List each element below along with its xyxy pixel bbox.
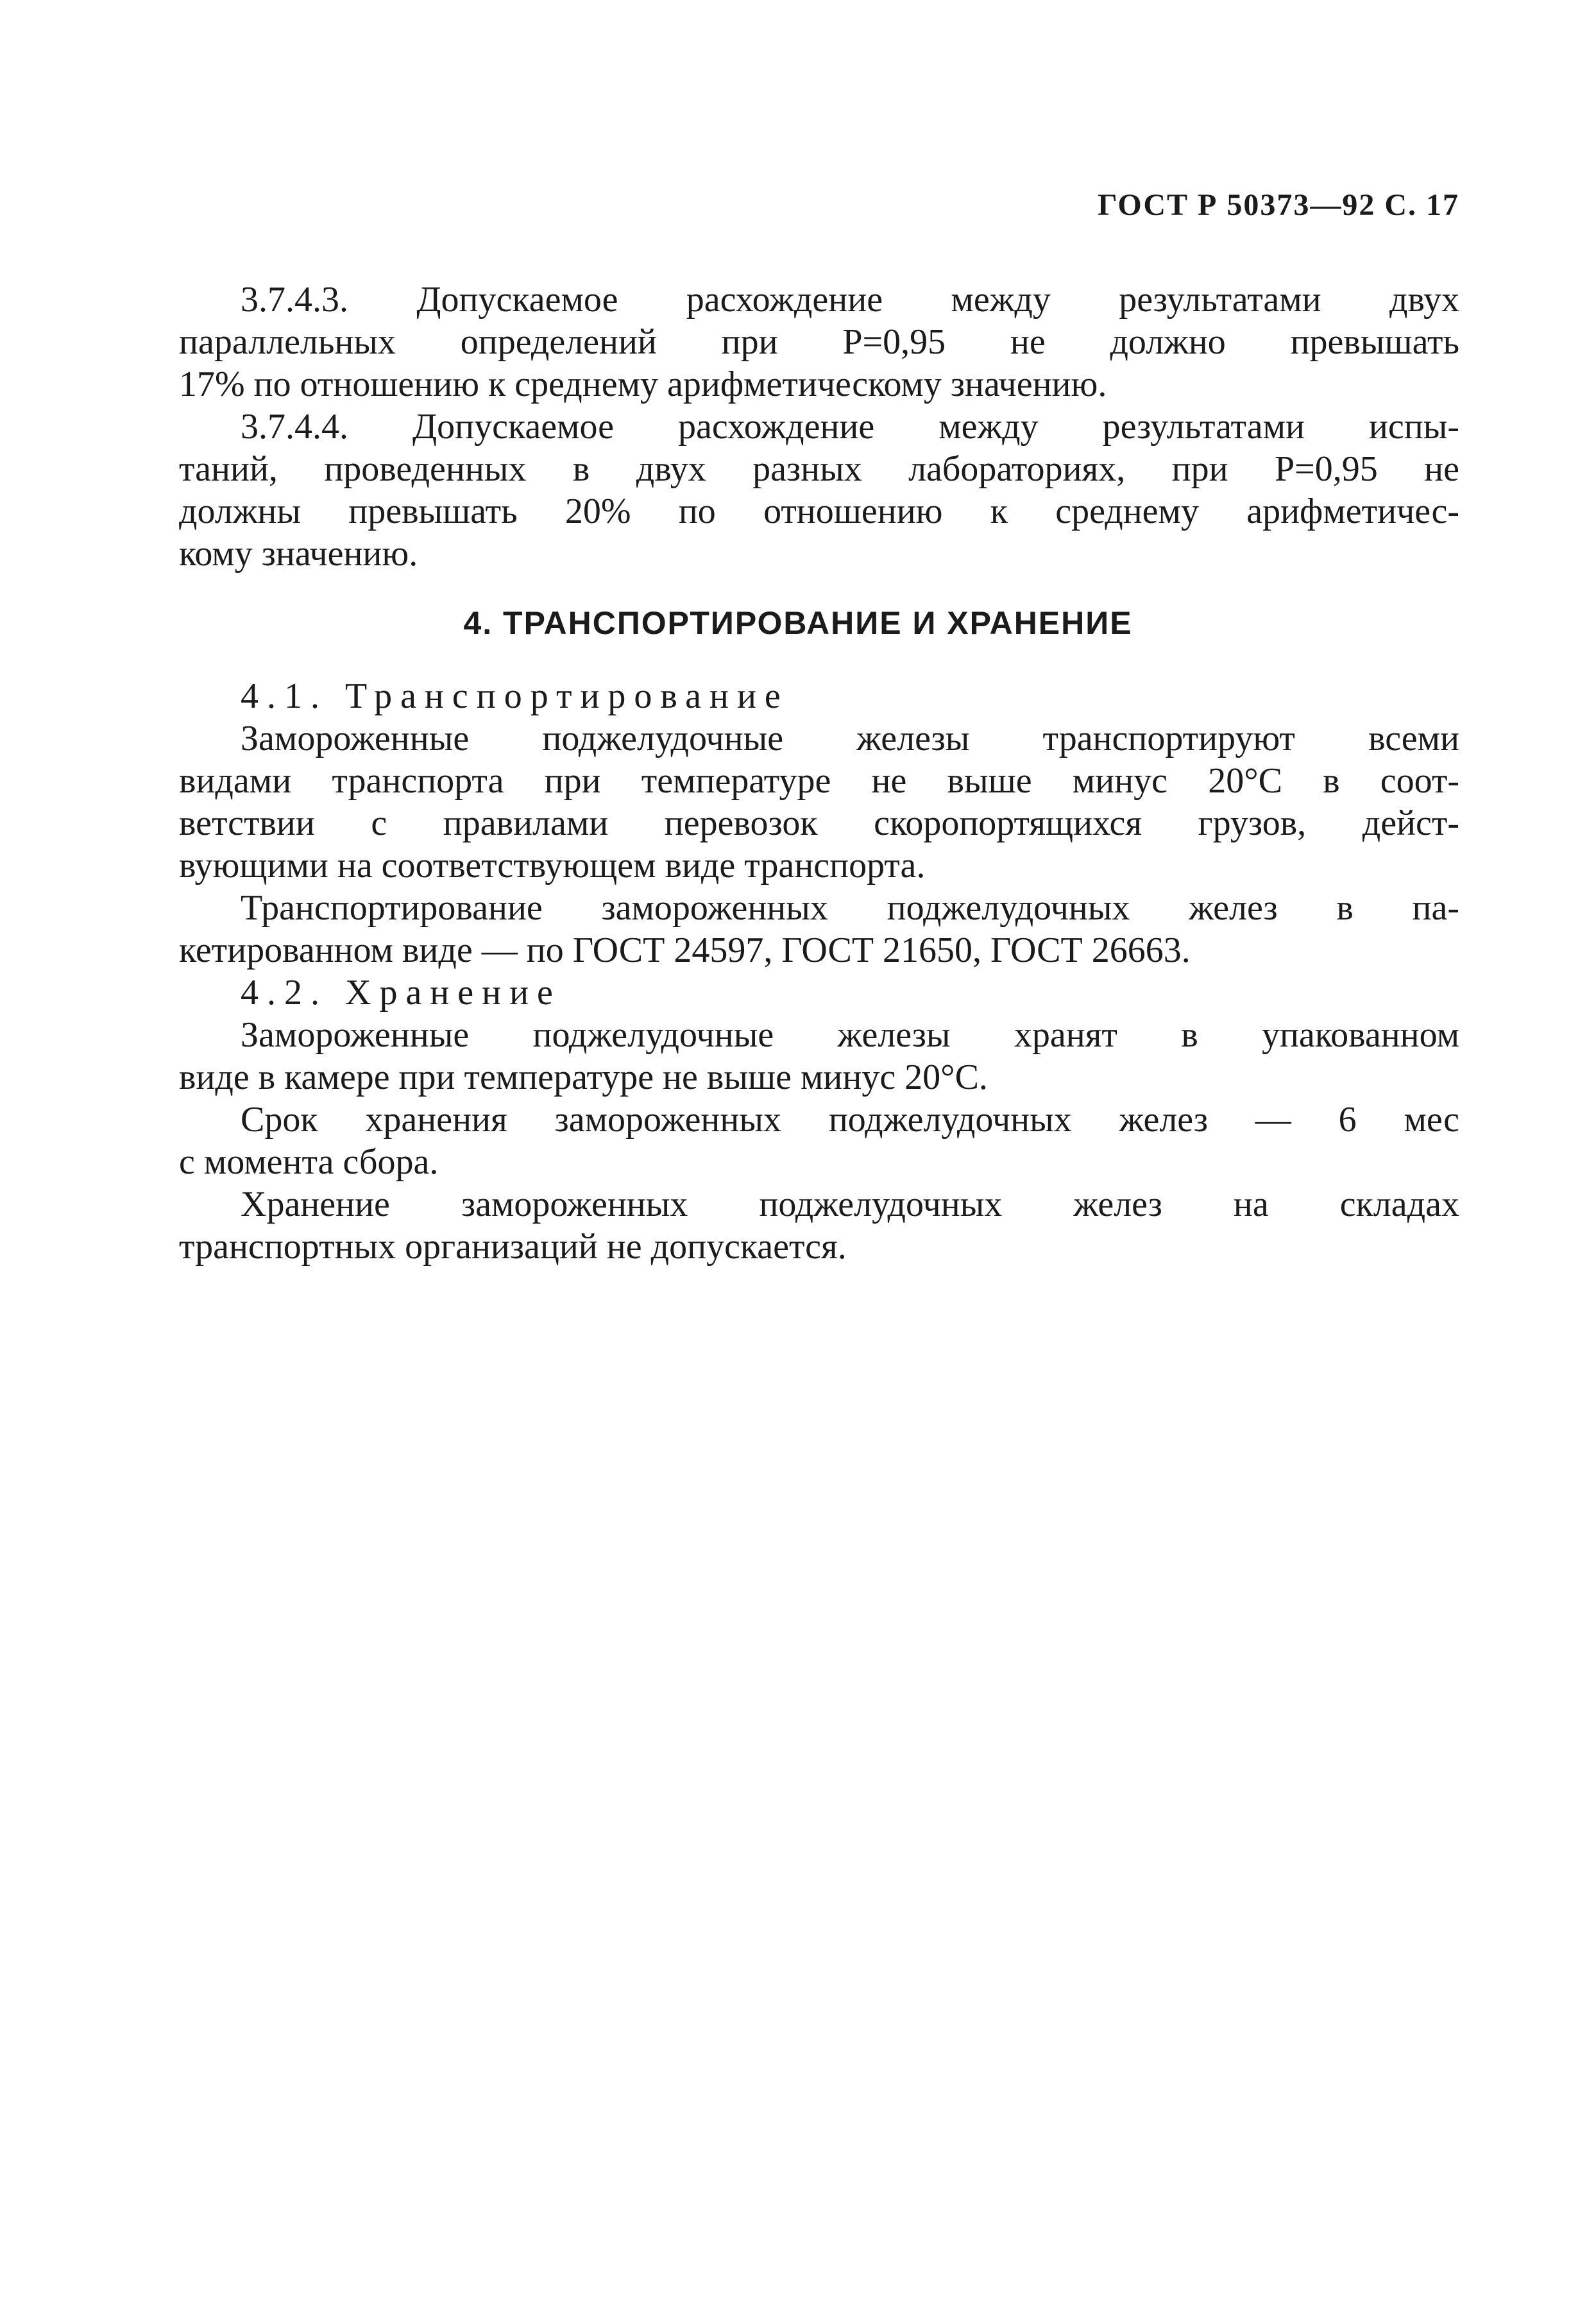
paragraph-3-7-4-4-line-2: таний, проведенных в двух разных лабораториях, при Р=0,95 не [179,449,1459,489]
subsection-4-2-heading: 4.2. Хранение [241,973,561,1013]
paragraph-3-7-4-4-line-3: должны превышать 20% по отношению к среднему арифметичес- [179,492,1459,531]
paragraph-3-7-4-3-line-2: параллельных определений при Р=0,95 не должно превышать [179,322,1459,362]
paragraph-3-7-4-3-line-1: 3.7.4.3. Допускаемое расхождение между результатами двух [241,280,1459,320]
paragraph-4-2-2-line-2: с момента сбора. [179,1142,439,1182]
running-header: ГОСТ Р 50373—92 С. 17 [1098,188,1459,222]
paragraph-4-2-3-line-2: транспортных организаций не допускается. [179,1227,847,1267]
section-4-title: 4. ТРАНСПОРТИРОВАНИЕ И ХРАНЕНИЕ [463,605,1133,641]
paragraph-4-1-1-line-4: вующими на соответствующем виде транспорта. [179,846,926,885]
paragraph-4-1-1-line-2: видами транспорта при температуре не выше минус 20°С в соот- [179,761,1459,801]
paragraph-4-1-1-line-3: ветствии с правилами перевозок скоропортящихся грузов, дейст- [179,803,1459,843]
paragraph-4-2-1-line-1: Замороженные поджелудочные железы хранят в упакованном [241,1015,1459,1055]
paragraph-4-1-2-line-1: Транспортирование замороженных поджелудочных желез в па- [241,888,1459,928]
paragraph-3-7-4-4-line-1: 3.7.4.4. Допускаемое расхождение между результатами испы- [241,407,1459,447]
paragraph-3-7-4-4-line-4: кому значению. [179,534,418,574]
paragraph-4-2-2-line-1: Срок хранения замороженных поджелудочных желез — 6 мес [241,1100,1459,1140]
paragraph-4-1-1-line-1: Замороженные поджелудочные железы транспортируют всеми [241,719,1459,758]
paragraph-4-1-2-line-2: кетированном виде — по ГОСТ 24597, ГОСТ 21650, ГОСТ 26663. [179,930,1191,970]
paragraph-3-7-4-3-line-3: 17% по отношению к среднему арифметическому значению. [179,364,1107,404]
paragraph-4-2-3-line-1: Хранение замороженных поджелудочных желез на складах [241,1184,1459,1224]
subsection-4-1-heading: 4.1. Транспортирование [241,676,789,716]
paragraph-4-2-1-line-2: виде в камере при температуре не выше минус 20°С. [179,1057,988,1097]
